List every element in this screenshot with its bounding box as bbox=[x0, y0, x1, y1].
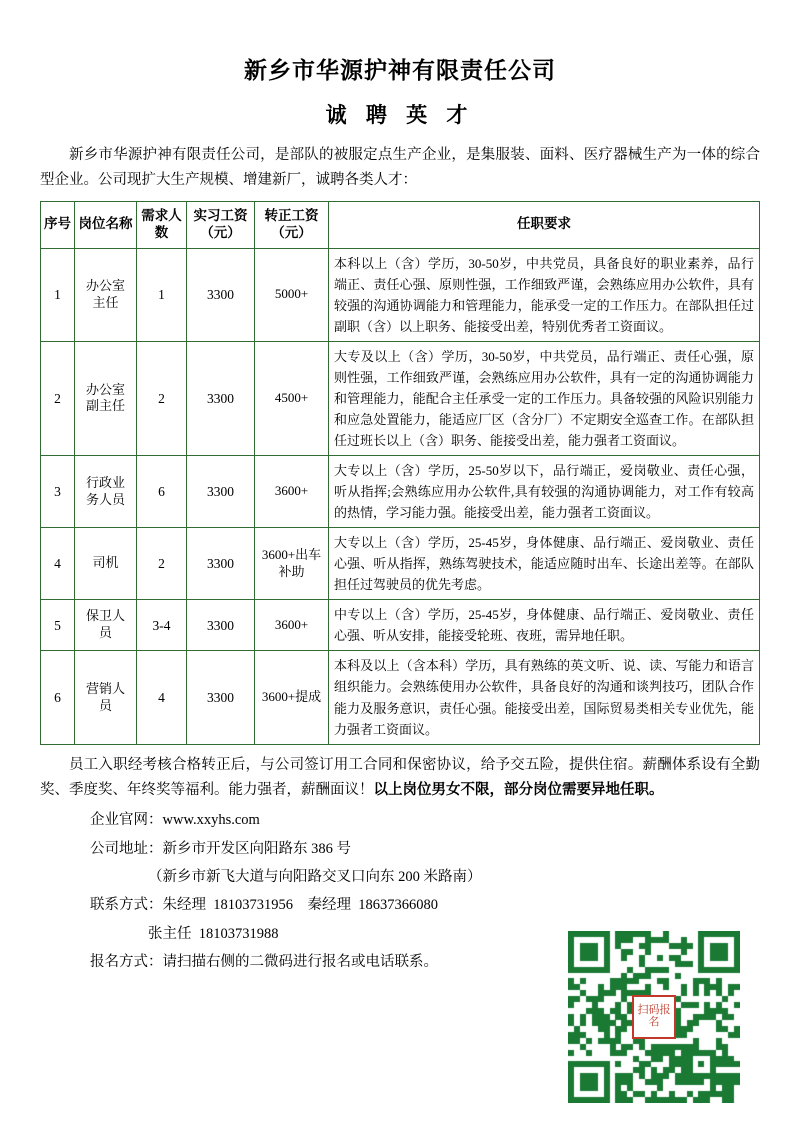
cell-intern-wage: 3300 bbox=[187, 456, 255, 528]
cell-index: 6 bbox=[41, 651, 75, 744]
cell-position: 行政业务人员 bbox=[75, 456, 137, 528]
contact-website-line bbox=[90, 806, 760, 834]
cell-count: 3-4 bbox=[137, 600, 187, 651]
cell-count: 6 bbox=[137, 456, 187, 528]
table-row bbox=[41, 248, 760, 341]
header-requirements: 任职要求 bbox=[329, 201, 760, 248]
cell-regular-wage: 4500+ bbox=[255, 341, 329, 455]
apply-label: 报名方式： bbox=[90, 953, 163, 970]
cell-count: 2 bbox=[137, 528, 187, 600]
cell-position: 保卫人员 bbox=[75, 600, 137, 651]
cell-requirements: 大专及以上（含）学历，30-50岁，中共党员，品行端正、责任心强，原则性强，工作细致严谨，会熟练应用办公软件，具有一定的沟通协调能力和管理能力，能配合主任承受一定的工作压力。具备较强的风险识别能力和应急处置能力，能适应厂区（含分厂）不定期安全巡查工作。在部队担任过班长以上（含）职务、能接受出差，能力强者工资面议。 bbox=[329, 341, 760, 455]
cell-requirements: 本科以上（含）学历，30-50岁，中共党员，具备良好的职业素养，品行端正、责任心强、原则性强，工作细致严谨，会熟练应用办公软件，具有较强的沟通协调能力和管理能力，能承受一定的工作压力。在部队担任过副职（含）以上职务、能接受出差，特别优秀者工资面议。 bbox=[329, 248, 760, 341]
cell-count: 1 bbox=[137, 248, 187, 341]
cell-regular-wage: 5000+ bbox=[255, 248, 329, 341]
contact-apply-line bbox=[90, 948, 760, 976]
qr-center-logo: 扫码报名 bbox=[632, 995, 676, 1039]
website-label: 企业官网： bbox=[90, 812, 163, 829]
phone-label: 联系方式： bbox=[90, 897, 163, 914]
address-value: 新乡市开发区向阳路东 386 号 bbox=[162, 840, 351, 857]
cell-position: 司机 bbox=[75, 528, 137, 600]
page-title: 新乡市华源护神有限责任公司 bbox=[244, 58, 556, 83]
cell-regular-wage: 3600+ bbox=[255, 600, 329, 651]
cell-intern-wage: 3300 bbox=[187, 600, 255, 651]
page-subtitle: 诚 聘 英 才 bbox=[325, 103, 475, 127]
header-intern-wage: 实习工资（元） bbox=[187, 201, 255, 248]
apply-value: 请扫描右侧的二微码进行报名或电话联系。 bbox=[162, 953, 438, 970]
jobs-table bbox=[40, 201, 760, 745]
closing-paragraph bbox=[40, 753, 760, 803]
contact-address-note: （新乡市新飞大道与向阳路交叉口向东 200 米路南） bbox=[148, 869, 482, 886]
cell-count: 2 bbox=[137, 341, 187, 455]
cell-intern-wage: 3300 bbox=[187, 248, 255, 341]
table-row bbox=[41, 456, 760, 528]
cell-requirements: 本科及以上（含本科）学历，具有熟练的英文听、说、读、写能力和语言组织能力。会熟练使用办公软件，具备良好的沟通和谈判技巧，团队合作能力及服务意识，责任心强。能接受出差，国际贸易类相关专业优先，能力强者工资面议。 bbox=[329, 651, 760, 744]
cell-index: 1 bbox=[41, 248, 75, 341]
header-position: 岗位名称 bbox=[75, 201, 137, 248]
cell-requirements: 中专以上（含）学历，25-45岁，身体健康、品行端正、爱岗敬业、责任心强、听从安排，能接受轮班、夜班，需异地任职。 bbox=[329, 600, 760, 651]
phone-value-1: 朱经理 18103731956 秦经理 18637366080 bbox=[162, 897, 438, 914]
closing-text: 员工入职经考核合格转正后，与公司签订用工合同和保密协议，给予交五险，提供住宿。薪酬体系设有全勤奖、季度奖、年终奖等福利。能力强者，薪酬面议！ bbox=[40, 756, 760, 798]
cell-requirements: 大专以上（含）学历，25-45岁，身体健康、品行端正、爱岗敬业、责任心强、听从指挥，熟练驾驶技术，能适应随时出车、长途出差等。在部队担任过驾驶员的优先考虑。 bbox=[329, 528, 760, 600]
closing-bold-text: 以上岗位男女不限，部分岗位需要异地任职。 bbox=[373, 781, 664, 798]
cell-regular-wage: 3600+出车补助 bbox=[255, 528, 329, 600]
cell-index: 2 bbox=[41, 341, 75, 455]
website-value[interactable]: www.xxyhs.com bbox=[162, 812, 260, 829]
cell-regular-wage: 3600+ bbox=[255, 456, 329, 528]
intro-paragraph: 新乡市华源护神有限责任公司，是部队的被服定点生产企业，是集服装、面料、医疗器械生产为一体的综合型企业。公司现扩大生产规模、增建新厂，诚聘各类人才： bbox=[40, 147, 760, 188]
table-header-row bbox=[41, 201, 760, 248]
cell-index: 3 bbox=[41, 456, 75, 528]
contact-block bbox=[40, 806, 760, 976]
cell-index: 5 bbox=[41, 600, 75, 651]
table-row bbox=[41, 528, 760, 600]
cell-count: 4 bbox=[137, 651, 187, 744]
table-row bbox=[41, 600, 760, 651]
header-count: 需求人数 bbox=[137, 201, 187, 248]
cell-intern-wage: 3300 bbox=[187, 528, 255, 600]
cell-regular-wage: 3600+提成 bbox=[255, 651, 329, 744]
header-index: 序号 bbox=[41, 201, 75, 248]
cell-requirements: 大专以上（含）学历，25-50岁以下，品行端正，爱岗敬业、责任心强，听从指挥;会熟练应用办公软件,具有较强的沟通协调能力，对工作有较高的热情，学习能力强。能接受出差，能力强者工资面议。 bbox=[329, 456, 760, 528]
contact-phone-line-2: 张主任 18103731988 bbox=[148, 925, 279, 942]
cell-position: 营销人员 bbox=[75, 651, 137, 744]
address-label: 公司地址： bbox=[90, 840, 163, 857]
table-row bbox=[41, 651, 760, 744]
header-regular-wage: 转正工资（元） bbox=[255, 201, 329, 248]
table-row bbox=[41, 341, 760, 455]
cell-intern-wage: 3300 bbox=[187, 341, 255, 455]
cell-position: 办公室副主任 bbox=[75, 341, 137, 455]
cell-index: 4 bbox=[41, 528, 75, 600]
cell-intern-wage: 3300 bbox=[187, 651, 255, 744]
cell-position: 办公室主任 bbox=[75, 248, 137, 341]
contact-address-line bbox=[90, 835, 760, 863]
contact-phone-line-1 bbox=[90, 891, 760, 919]
